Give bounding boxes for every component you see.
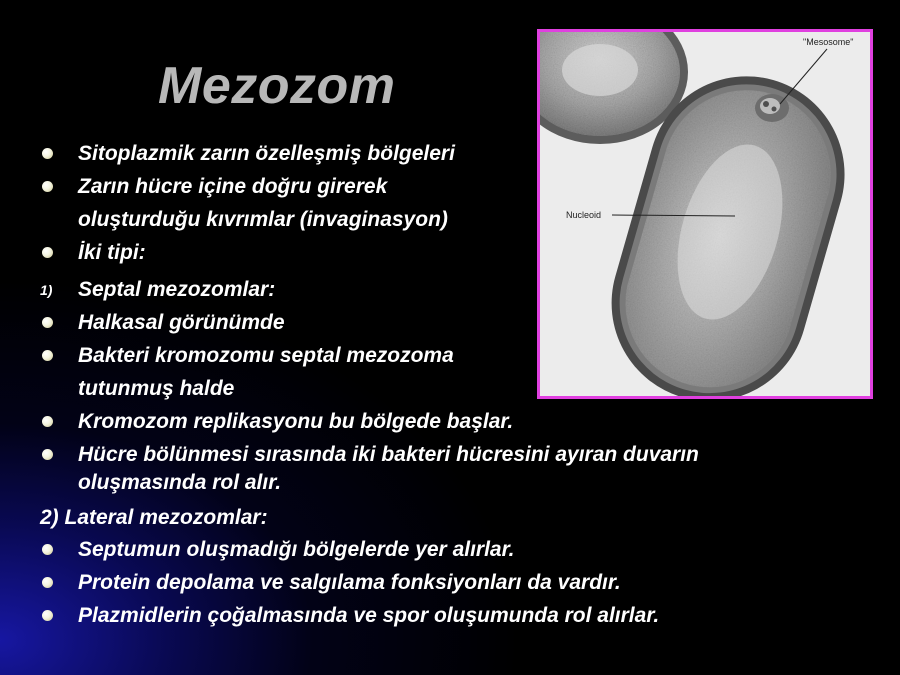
bullet-text-2: Zarın hücre içine doğru girerek — [78, 175, 388, 198]
bullet-icon — [42, 317, 53, 328]
bullet-text-7-continued: oluşmasında rol alır. — [78, 471, 282, 494]
bullet-icon — [42, 350, 53, 361]
bullet-icon — [42, 449, 53, 460]
bullet-icon — [42, 148, 53, 159]
bullet-icon — [42, 181, 53, 192]
bullet-text-4: Halkasal görünümde — [78, 311, 285, 334]
bullet-text-6: Kromozom replikasyonu bu bölgede başlar. — [78, 410, 514, 433]
numbered-heading-lateral: 2) Lateral mezozomlar: — [40, 506, 268, 529]
bullet-icon — [42, 610, 53, 621]
numbered-heading-septal: Septal mezozomlar: — [78, 278, 276, 301]
bacterium-micrograph — [540, 32, 870, 396]
bullet-text-3: İki tipi: — [78, 241, 146, 264]
bullet-icon — [42, 577, 53, 588]
bullet-text-8: Septumun oluşmadığı bölgelerde yer alırlar. — [78, 538, 515, 561]
bullet-text-9: Protein depolama ve salgılama fonksiyonları da vardır. — [78, 571, 621, 594]
nucleoid-label: Nucleoid — [566, 210, 602, 220]
mesosome-label: "Mesosome" — [803, 37, 854, 47]
bullet-text-5: Bakteri kromozomu septal mezozoma — [78, 344, 454, 367]
bullet-text-2-continued: oluşturduğu kıvrımlar (invaginasyon) — [78, 208, 448, 231]
bullet-icon — [42, 416, 53, 427]
slide-title: Mezozom — [158, 57, 396, 115]
bullet-text-5-continued: tutunmuş halde — [78, 377, 235, 400]
bullet-icon — [42, 247, 53, 258]
micrograph-image — [537, 29, 873, 399]
number-label: 1) — [40, 282, 53, 298]
bullet-text-7: Hücre bölünmesi sırasında iki bakteri hücresini ayıran duvarın — [78, 443, 699, 466]
bullet-icon — [42, 544, 53, 555]
mesosome-structure — [755, 94, 789, 122]
bullet-text-1: Sitoplazmik zarın özelleşmiş bölgeleri — [78, 142, 455, 165]
bullet-text-10: Plazmidlerin çoğalmasında ve spor oluşumunda rol alırlar. — [78, 604, 660, 627]
